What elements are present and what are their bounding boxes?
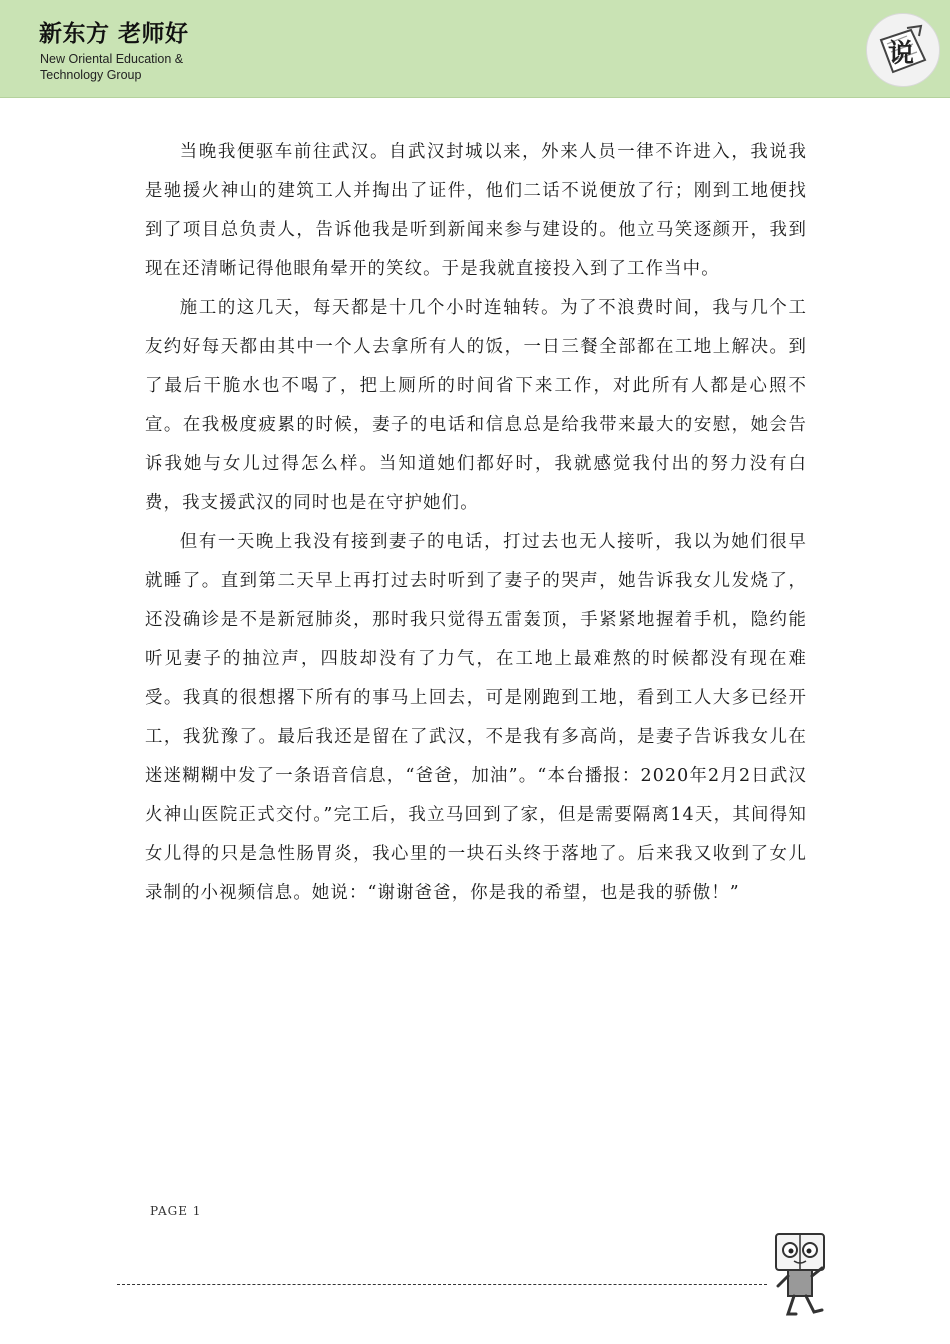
paragraph-1: 当晚我便驱车前往武汉。自武汉封城以来，外来人员一律不许进入，我说我是驰援火神山的建筑工人并掏出了证件，他们二话不说便放了行；刚到工地便找到了项目总负责人，告诉他我是听到新闻来参与建设的。他立马笑逐颜开，我到现在还清晰记得他眼角晕开的笑纹。于是我就直接投入到了工作当中。 [145,142,807,279]
brand-name-english [40,51,240,83]
logo-character: 说 [887,39,915,69]
brand-name-chinese: 新东方 老师好 [39,21,189,47]
page-header [0,0,950,98]
book-mascot-icon [766,1230,836,1324]
speak-logo-icon [866,13,940,87]
paragraph-3: 但有一天晚上我没有接到妻子的电话，打过去也无人接听，我以为她们很早就睡了。直到第二天早上再打过去时听到了妻子的哭声，她告诉我女儿发烧了，还没确诊是不是新冠肺炎，那时我只觉得五雷轰顶，手紧紧地握着手机，隐约能听见妻子的抽泣声，四肢却没有了力气，在工地上最难熬的时候都没有现在难受。我真的很想撂下所有的事马上回去，可是刚跑到工地，看到工人大多已经开工，我犹豫了。最后我还是留在了武汉，不是我有多高尚，是妻子告诉我女儿在迷迷糊糊中发了一条语音信息，“爸爸，加油”。“本台播报：2020年2月2日武汉火神山医院正式交付。”完工后，我立马回到了家，但是需要隔离14天，其间得知女儿得的只是急性肠胃炎，我心里的一块石头终于落地了。后来我又收到了女儿录制的小视频信息。她说：“谢谢爸爸，你是我的希望，也是我的骄傲！” [145,532,807,903]
page-number: PAGE 1 [150,1204,202,1218]
article-body [145,133,807,913]
brand-english-line2: Technology Group [40,68,142,82]
footer-divider [117,1284,767,1285]
paragraph-2: 施工的这几天，每天都是十几个小时连轴转。为了不浪费时间，我与几个工友约好每天都由其中一个人去拿所有人的饭，一日三餐全部都在工地上解决。到了最后干脆水也不喝了，把上厕所的时间省下来工作，对此所有人都是心照不宣。在我极度疲累的时候，妻子的电话和信息总是给我带来最大的安慰，她会告诉我她与女儿过得怎么样。当知道她们都好时，我就感觉我付出的努力没有白费，我支援武汉的同时也是在守护她们。 [145,298,807,513]
brand-english-line1: New Oriental Education & [40,52,184,66]
